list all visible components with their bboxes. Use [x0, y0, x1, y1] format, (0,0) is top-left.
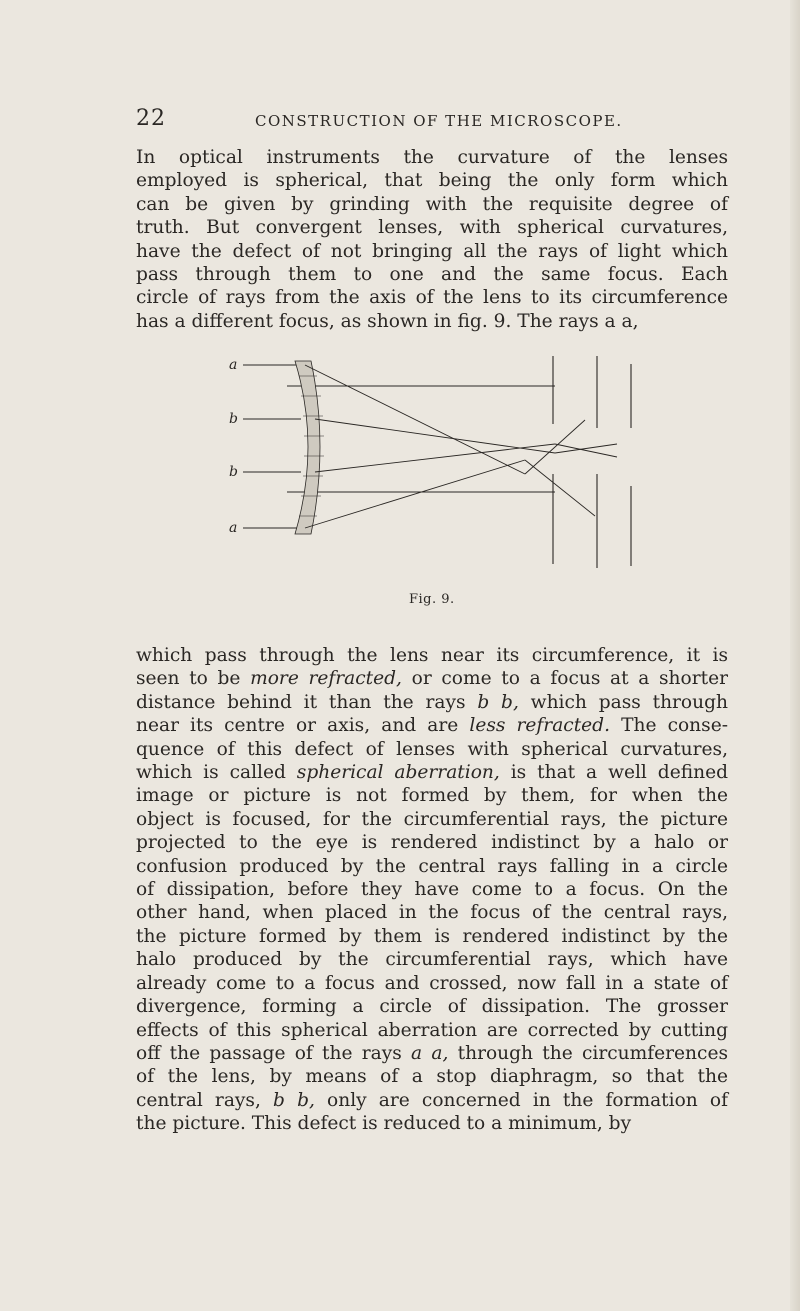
text-line: have the defect of not bringing all the rays of light which	[136, 240, 728, 262]
text-line: can be given by grinding with the requisite degree of	[136, 193, 728, 215]
text-line: already come to a focus and crossed, now fall in a state of	[136, 972, 728, 994]
text-line: central rays, b b, only are concerned in the formation of	[136, 1089, 728, 1111]
italic-term: b b,	[273, 1089, 315, 1111]
ray-label-b-upper: b	[229, 411, 238, 427]
text-line: the picture formed by them is rendered indistinct by the	[136, 925, 728, 947]
ray-label-b-lower: b	[229, 464, 238, 480]
refracted-ray-a-top	[305, 365, 525, 474]
italic-term: spherical aberration,	[296, 762, 500, 784]
text-line: of the lens, by means of a stop diaphragm, so that the	[136, 1066, 728, 1088]
running-head: CONSTRUCTION OF THE MICROSCOPE.	[255, 112, 623, 130]
refracted-ray-b-lower	[315, 444, 555, 472]
figure-9-diagram	[225, 356, 645, 590]
page-edge	[790, 0, 800, 1311]
text-line: circle of rays from the axis of the lens to its circumference	[136, 287, 728, 309]
text-line: seen to be more refracted, or come to a focus at a shorter	[136, 668, 728, 690]
text-line: employed is spherical, that being the only form which	[136, 170, 728, 192]
text-line: divergence, forming a circle of dissipation. The grosser	[136, 996, 728, 1018]
text-line: halo produced by the circumferential rays, which have	[136, 949, 728, 971]
text-line: near its centre or axis, and are less refracted. The conse-	[136, 715, 728, 737]
italic-term: more refracted,	[250, 668, 402, 690]
text-line: which pass through the lens near its circumference, it is	[136, 645, 728, 666]
refracted-ray-a-bottom	[305, 460, 525, 528]
text-line: projected to the eye is rendered indistinct by a halo or	[136, 832, 728, 854]
text-line: distance behind it than the rays b b, which pass through	[136, 691, 728, 713]
text-line: of dissipation, before they have come to a focus. On the	[136, 879, 728, 901]
text-line: the picture. This defect is reduced to a minimum, by	[136, 1113, 632, 1135]
italic-term: b b,	[477, 691, 519, 713]
lens	[295, 361, 324, 534]
italic-term: a a,	[411, 1042, 449, 1064]
text-line: has a different focus, as shown in fig. 9. The rays a a,	[136, 310, 639, 332]
text-line: In optical instruments the curvature of the lenses	[136, 147, 728, 168]
ray-label-a-bottom: a	[229, 520, 238, 536]
text-line: off the passage of the rays a a, through the circumferences	[136, 1042, 728, 1064]
text-line: which is called spherical aberration, is that a well defined	[136, 762, 728, 784]
paragraph-1	[136, 146, 728, 333]
text-line: quence of this defect of lenses with spherical curvatures,	[136, 738, 728, 760]
italic-term: less refracted.	[469, 715, 610, 737]
text-line: other hand, when placed in the focus of the central rays,	[136, 902, 728, 924]
paragraph-2	[136, 644, 728, 1136]
text-line: confusion produced by the central rays falling in a circle	[136, 855, 728, 877]
ray-label-a-top: a	[229, 357, 238, 373]
text-line: effects of this spherical aberration are corrected by cutting	[136, 1019, 728, 1041]
text-line: truth. But convergent lenses, with spherical curvatures,	[136, 217, 728, 239]
text-line: image or picture is not formed by them, for when the	[136, 785, 728, 807]
text-line: object is focused, for the circumferential rays, the picture	[136, 808, 728, 830]
figure-caption: Fig. 9.	[409, 592, 455, 607]
text-line: pass through them to one and the same focus. Each	[136, 264, 728, 286]
page-number: 22	[136, 106, 166, 131]
